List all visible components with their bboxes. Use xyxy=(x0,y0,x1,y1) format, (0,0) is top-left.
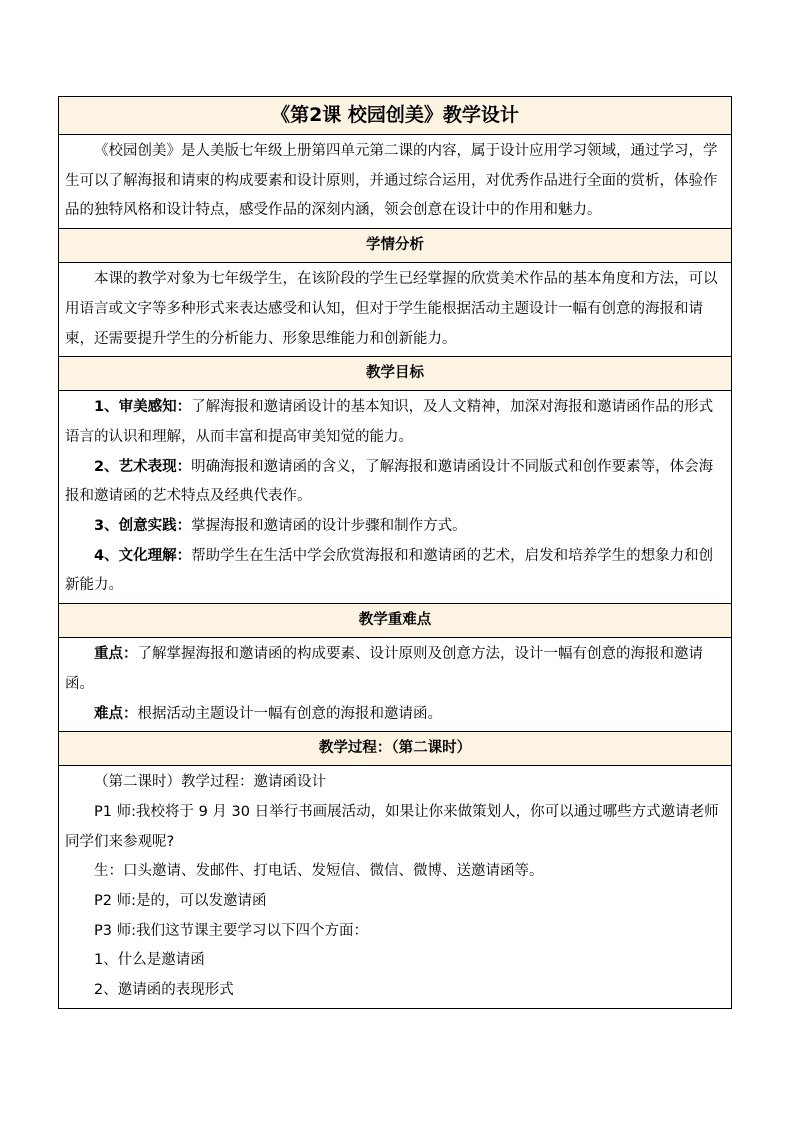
goals-row xyxy=(59,391,732,604)
process-line: （第二课时）教学过程：邀请函设计 xyxy=(94,774,326,791)
focus-label: 重点： xyxy=(94,646,138,663)
goal-label: 2、艺术表现： xyxy=(94,458,192,475)
process-row xyxy=(59,766,732,1009)
analysis-header-row xyxy=(59,229,732,263)
analysis-row xyxy=(59,263,732,357)
goal-text: 掌握海报和邀请函的设计步骤和制作方式。 xyxy=(191,518,467,535)
keypoints-cell xyxy=(59,638,732,732)
analysis-heading: 学情分析 xyxy=(59,229,732,263)
process-line: 生：口头邀请、发邮件、打电话、发短信、微信、微博、送邀请函等。 xyxy=(94,863,544,880)
process-heading: 教学过程：（第二课时） xyxy=(59,732,732,766)
document-title: 《第2课 校园创美》教学设计 xyxy=(59,97,732,135)
process-line: 1、什么是邀请函 xyxy=(94,952,205,969)
process-line: P1 师:我校将于 9 月 30 日举行书画展活动，如果让你来做策划人，你可以通过哪些方式邀请老师同学们来参观呢? xyxy=(65,803,719,850)
goal-item xyxy=(65,453,725,512)
goals-heading: 教学目标 xyxy=(59,357,732,391)
difficulty-text: 根据活动主题设计一幅有创意的海报和邀请函。 xyxy=(137,705,442,722)
difficulty-label: 难点： xyxy=(94,705,138,722)
focus-text: 了解掌握海报和邀请函的构成要素、设计原则及创意方法，设计一幅有创意的海报和邀请函。 xyxy=(65,646,703,692)
analysis-cell xyxy=(59,263,732,357)
process-header-row xyxy=(59,732,732,766)
goal-item xyxy=(65,542,725,601)
process-line: 2、邀请函的表现形式 xyxy=(94,982,234,999)
lesson-plan-table xyxy=(58,96,732,1009)
process-cell xyxy=(59,766,732,1009)
difficulty-paragraph xyxy=(65,700,725,730)
process-line: P3 师:我们这节课主要学习以下四个方面： xyxy=(94,922,368,939)
goal-text: 了解海报和邀请函设计的基本知识，及人文精神，加深对海报和邀请函作品的形式语言的认识和理解，从而丰富和提高审美知觉的能力。 xyxy=(65,399,714,445)
keypoints-row xyxy=(59,638,732,732)
intro-paragraph: 《校园创美》是人美版七年级上册第四单元第二课的内容，属于设计应用学习领域，通过学习，学生可以了解海报和请柬的构成要素和设计原则，并通过综合运用，对优秀作品进行全面的赏析，体验作品的独特风格和设计特点，感受作品的深刻内涵，领会创意在设计中的作用和魅力。 xyxy=(65,143,718,219)
intro-cell xyxy=(59,135,732,229)
goals-header-row xyxy=(59,357,732,391)
goal-text: 明确海报和邀请函的含义，了解海报和邀请函设计不同版式和创作要素等，体会海报和邀请函的艺术特点及经典代表作。 xyxy=(65,458,714,505)
intro-row xyxy=(59,135,732,229)
process-line: P2 师:是的，可以发邀请函 xyxy=(94,893,267,910)
goal-label: 1、审美感知： xyxy=(94,399,192,416)
keypoints-heading: 教学重难点 xyxy=(59,604,732,638)
goal-text: 帮助学生在生活中学会欣赏海报和和邀请函的艺术，启发和培养学生的想象力和创新能力。 xyxy=(65,547,714,594)
analysis-paragraph: 本课的教学对象为七年级学生，在该阶段的学生已经掌握的欣赏美术作品的基本角度和方法，可以用语言或文字等多种形式来表达感受和认知，但对于学生能根据活动主题设计一幅有创意的海报和请柬，还需要提升学生的分析能力、形象思维能力和创新能力。 xyxy=(65,271,718,347)
goal-label: 4、文化理解： xyxy=(94,547,192,564)
keypoints-header-row xyxy=(59,604,732,638)
goal-item xyxy=(65,393,725,452)
goal-item xyxy=(65,512,725,542)
focus-paragraph xyxy=(65,640,725,699)
goals-cell xyxy=(59,391,732,604)
title-row xyxy=(59,97,732,135)
goal-label: 3、创意实践： xyxy=(94,518,192,535)
